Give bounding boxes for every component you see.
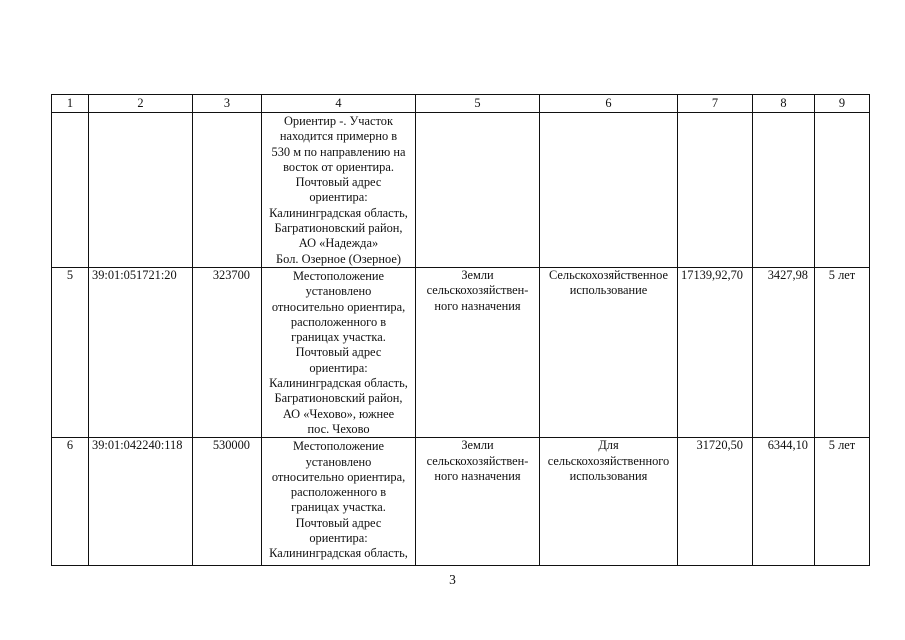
table-row [52, 268, 870, 438]
cell-value7: 31720,50 [678, 438, 753, 566]
location-line: Ориентир -. Участок [283, 114, 394, 128]
location-line: находится примерно в [279, 129, 398, 144]
header-col-8: 8 [753, 95, 815, 113]
location-line: Багратионовский район, [274, 221, 403, 236]
category-line: ного назначения [434, 468, 521, 483]
category-line: ного назначения [434, 298, 521, 313]
location-line: восток от ориентира. [283, 159, 394, 174]
header-col-3: 3 [193, 95, 262, 113]
table-row [52, 438, 870, 566]
cell-area [193, 113, 262, 268]
cell-location [262, 438, 416, 566]
location-line: ориентира: [309, 360, 368, 375]
cell-use [540, 113, 678, 268]
cell-term: 5 лет [815, 438, 870, 566]
location-line: относительно ориентира, [271, 299, 406, 314]
use-line: сельскохозяйственного [547, 453, 670, 468]
header-row [52, 95, 870, 113]
location-line: установлено [305, 454, 372, 469]
location-line: границах участка. [291, 500, 386, 515]
location-line: Почтовый адрес [295, 175, 382, 190]
location-line: Калининградская область, [269, 205, 408, 220]
cell-area: 323700 [193, 268, 262, 438]
cell-location [262, 113, 416, 268]
location-line: Бол. Озерное (Озерное) [276, 251, 401, 266]
location-line: Калининградская область, [269, 376, 408, 391]
page-number: 3 [449, 572, 456, 587]
cell-category [416, 438, 540, 566]
location-line: ориентира: [309, 190, 368, 205]
location-line: АО «Чехово», южнее [282, 406, 395, 421]
header-col-7: 7 [678, 95, 753, 113]
location-line: относительно ориентира, [271, 469, 406, 484]
location-line: Почтовый адрес [295, 515, 382, 530]
location-line: 530 м по направлению на [271, 144, 406, 159]
cell-value7: 17139,92,70 [678, 268, 753, 438]
use-line: Сельскохозяйственное [549, 268, 668, 282]
cell-use [540, 438, 678, 566]
category-line: Земли [461, 438, 494, 453]
cell-term [815, 113, 870, 268]
cell-value8: 6344,10 [753, 438, 815, 566]
location-line: Багратионовский район, [274, 391, 403, 406]
header-col-6: 6 [540, 95, 678, 113]
category-line: сельскохозяйствен- [426, 453, 529, 468]
header-col-5: 5 [416, 95, 540, 113]
cell-value8: 3427,98 [753, 268, 815, 438]
cell-num [52, 113, 89, 268]
cell-num: 5 [52, 268, 89, 438]
location-line: АО «Надежда» [298, 236, 379, 251]
cell-num: 6 [52, 438, 89, 566]
location-line: пос. Чехово [307, 421, 370, 436]
cell-category [416, 113, 540, 268]
location-line: ориентира: [309, 531, 368, 546]
location-line: установлено [305, 284, 372, 299]
cell-term: 5 лет [815, 268, 870, 438]
category-line: сельскохозяйствен- [426, 283, 529, 298]
location-line: расположенного в [290, 485, 387, 500]
location-line: Калининградская область, [269, 546, 408, 561]
use-line: использование [569, 283, 648, 298]
location-line: Местоположение [293, 269, 384, 283]
cell-area: 530000 [193, 438, 262, 566]
cell-location [262, 268, 416, 438]
use-line: Для [598, 438, 619, 453]
table-row-continuation [52, 113, 870, 268]
location-line: Почтовый адрес [295, 345, 382, 360]
cell-use [540, 268, 678, 438]
cell-cadastral: 39:01:042240:118 [89, 438, 193, 566]
header-col-9: 9 [815, 95, 870, 113]
location-line: Местоположение [293, 439, 384, 454]
header-col-1: 1 [52, 95, 89, 113]
location-line: расположенного в [290, 314, 387, 329]
use-line: использования [569, 468, 648, 483]
header-col-4: 4 [262, 95, 416, 113]
cell-category [416, 268, 540, 438]
cell-cadastral [89, 113, 193, 268]
category-line: Земли [461, 268, 494, 282]
cell-value8 [753, 113, 815, 268]
header-col-2: 2 [89, 95, 193, 113]
cell-value7 [678, 113, 753, 268]
cell-cadastral: 39:01:051721:20 [89, 268, 193, 438]
land-plots-table [51, 94, 870, 566]
location-line: границах участка. [291, 330, 386, 345]
